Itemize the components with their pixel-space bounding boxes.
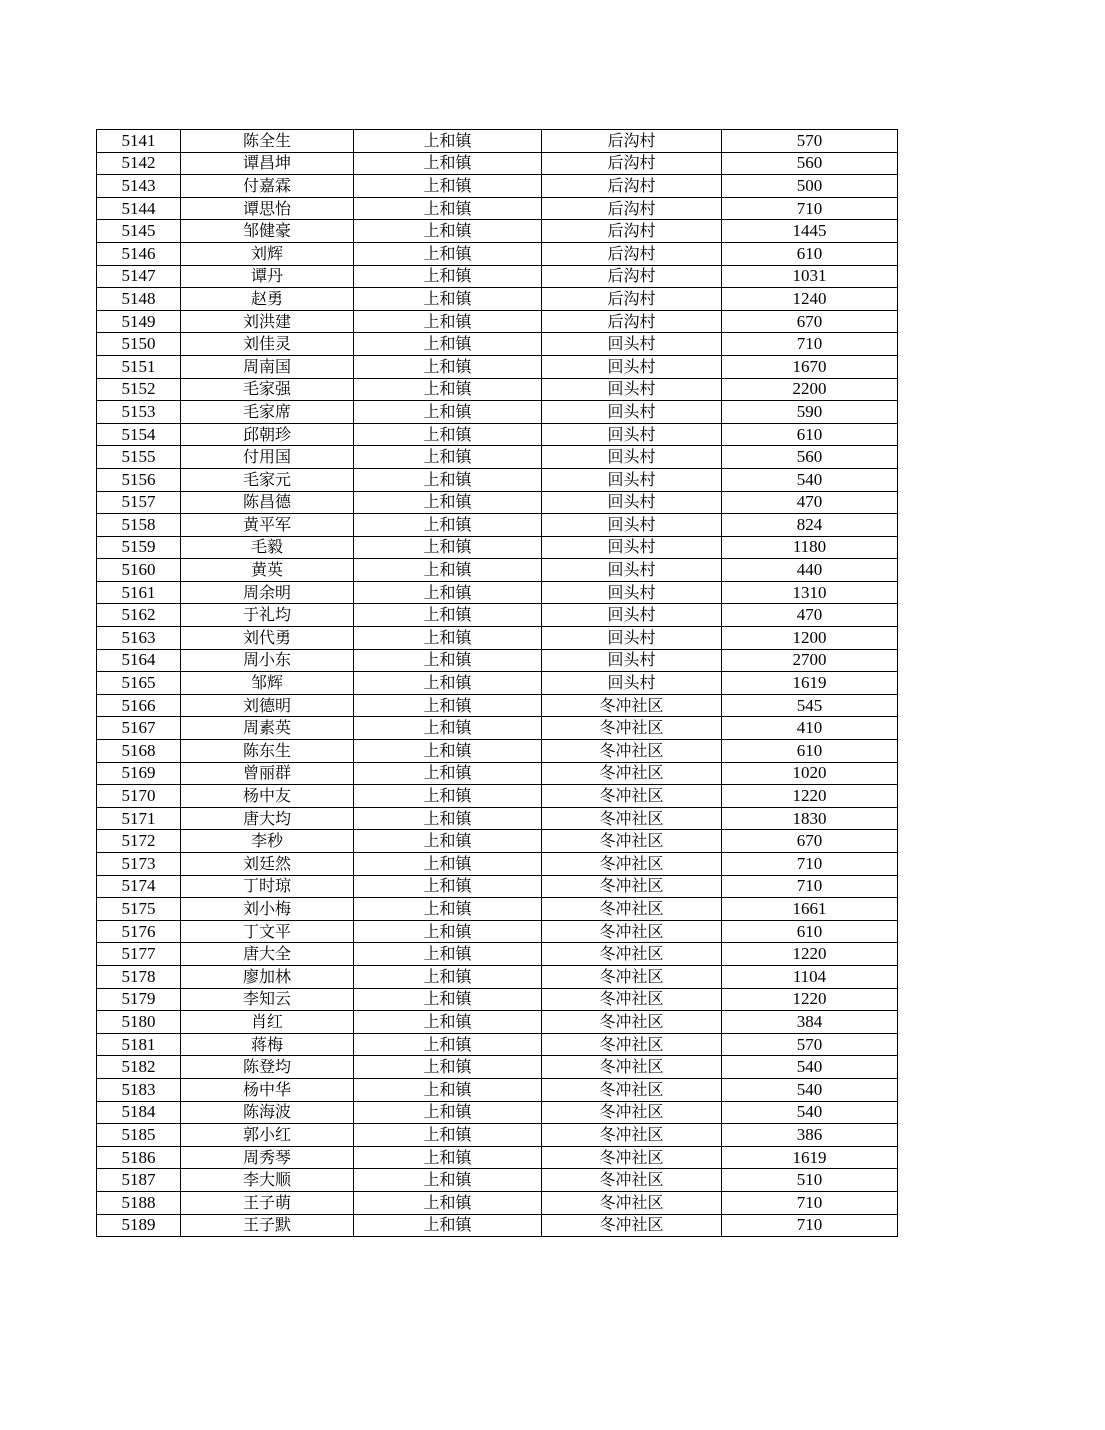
amount-cell: 1180 (722, 536, 898, 559)
town-cell: 上和镇 (354, 130, 542, 153)
table-row (97, 830, 898, 853)
village-cell: 后沟村 (542, 310, 722, 333)
town-cell: 上和镇 (354, 401, 542, 424)
village-cell: 回头村 (542, 468, 722, 491)
serial-number-cell: 5157 (97, 491, 181, 514)
village-cell: 后沟村 (542, 265, 722, 288)
table-row (97, 220, 898, 243)
town-cell: 上和镇 (354, 1169, 542, 1192)
town-cell: 上和镇 (354, 943, 542, 966)
amount-cell: 590 (722, 401, 898, 424)
town-cell: 上和镇 (354, 491, 542, 514)
amount-cell: 1619 (722, 672, 898, 695)
table-row (97, 649, 898, 672)
table-row (97, 310, 898, 333)
village-cell: 后沟村 (542, 152, 722, 175)
name-cell: 杨中华 (181, 1078, 354, 1101)
serial-number-cell: 5145 (97, 220, 181, 243)
name-cell: 黄平军 (181, 514, 354, 537)
name-cell: 廖加林 (181, 965, 354, 988)
town-cell: 上和镇 (354, 1124, 542, 1147)
town-cell: 上和镇 (354, 898, 542, 921)
serial-number-cell: 5155 (97, 446, 181, 469)
amount-cell: 570 (722, 1033, 898, 1056)
table-row (97, 175, 898, 198)
serial-number-cell: 5170 (97, 785, 181, 808)
town-cell: 上和镇 (354, 536, 542, 559)
amount-cell: 470 (722, 604, 898, 627)
village-cell: 冬冲社区 (542, 785, 722, 808)
name-cell: 陈登均 (181, 1056, 354, 1079)
amount-cell: 1220 (722, 988, 898, 1011)
table-row (97, 694, 898, 717)
name-cell: 陈海波 (181, 1101, 354, 1124)
amount-cell: 2200 (722, 378, 898, 401)
amount-cell: 710 (722, 875, 898, 898)
name-cell: 王子萌 (181, 1191, 354, 1214)
village-cell: 后沟村 (542, 130, 722, 153)
name-cell: 刘代勇 (181, 627, 354, 650)
serial-number-cell: 5158 (97, 514, 181, 537)
table-row (97, 604, 898, 627)
table-row (97, 130, 898, 153)
serial-number-cell: 5185 (97, 1124, 181, 1147)
name-cell: 黄英 (181, 559, 354, 582)
table-row (97, 265, 898, 288)
table-row (97, 1191, 898, 1214)
table-row (97, 1056, 898, 1079)
village-cell: 冬冲社区 (542, 807, 722, 830)
name-cell: 周南国 (181, 355, 354, 378)
table-row (97, 491, 898, 514)
serial-number-cell: 5174 (97, 875, 181, 898)
amount-cell: 710 (722, 853, 898, 876)
town-cell: 上和镇 (354, 446, 542, 469)
town-cell: 上和镇 (354, 559, 542, 582)
town-cell: 上和镇 (354, 220, 542, 243)
table-row (97, 378, 898, 401)
town-cell: 上和镇 (354, 1078, 542, 1101)
name-cell: 李大顺 (181, 1169, 354, 1192)
town-cell: 上和镇 (354, 1191, 542, 1214)
town-cell: 上和镇 (354, 875, 542, 898)
village-cell: 冬冲社区 (542, 1146, 722, 1169)
amount-cell: 1220 (722, 943, 898, 966)
table-row (97, 242, 898, 265)
town-cell: 上和镇 (354, 265, 542, 288)
serial-number-cell: 5142 (97, 152, 181, 175)
town-cell: 上和镇 (354, 627, 542, 650)
amount-cell: 710 (722, 197, 898, 220)
amount-cell: 610 (722, 920, 898, 943)
table-row (97, 333, 898, 356)
name-cell: 刘洪建 (181, 310, 354, 333)
name-cell: 毛家席 (181, 401, 354, 424)
amount-cell: 384 (722, 1011, 898, 1034)
serial-number-cell: 5146 (97, 242, 181, 265)
name-cell: 邱朝珍 (181, 423, 354, 446)
town-cell: 上和镇 (354, 694, 542, 717)
table-row (97, 853, 898, 876)
amount-cell: 610 (722, 423, 898, 446)
name-cell: 谭思怡 (181, 197, 354, 220)
table-row (97, 152, 898, 175)
name-cell: 邹辉 (181, 672, 354, 695)
amount-cell: 560 (722, 152, 898, 175)
amount-cell: 670 (722, 310, 898, 333)
roster-table (96, 129, 898, 1237)
village-cell: 冬冲社区 (542, 1056, 722, 1079)
amount-cell: 610 (722, 242, 898, 265)
serial-number-cell: 5152 (97, 378, 181, 401)
village-cell: 冬冲社区 (542, 1191, 722, 1214)
serial-number-cell: 5181 (97, 1033, 181, 1056)
amount-cell: 545 (722, 694, 898, 717)
village-cell: 冬冲社区 (542, 1078, 722, 1101)
amount-cell: 610 (722, 740, 898, 763)
table-row (97, 355, 898, 378)
town-cell: 上和镇 (354, 672, 542, 695)
town-cell: 上和镇 (354, 1011, 542, 1034)
table-row (97, 288, 898, 311)
town-cell: 上和镇 (354, 988, 542, 1011)
name-cell: 陈东生 (181, 740, 354, 763)
name-cell: 蒋梅 (181, 1033, 354, 1056)
serial-number-cell: 5148 (97, 288, 181, 311)
table-row (97, 627, 898, 650)
village-cell: 冬冲社区 (542, 830, 722, 853)
serial-number-cell: 5178 (97, 965, 181, 988)
name-cell: 王子默 (181, 1214, 354, 1237)
table-row (97, 423, 898, 446)
amount-cell: 1619 (722, 1146, 898, 1169)
amount-cell: 570 (722, 130, 898, 153)
amount-cell: 670 (722, 830, 898, 853)
serial-number-cell: 5171 (97, 807, 181, 830)
serial-number-cell: 5176 (97, 920, 181, 943)
village-cell: 回头村 (542, 378, 722, 401)
village-cell: 冬冲社区 (542, 1169, 722, 1192)
amount-cell: 1661 (722, 898, 898, 921)
town-cell: 上和镇 (354, 423, 542, 446)
serial-number-cell: 5159 (97, 536, 181, 559)
serial-number-cell: 5165 (97, 672, 181, 695)
serial-number-cell: 5143 (97, 175, 181, 198)
serial-number-cell: 5182 (97, 1056, 181, 1079)
amount-cell: 470 (722, 491, 898, 514)
name-cell: 毛毅 (181, 536, 354, 559)
town-cell: 上和镇 (354, 1101, 542, 1124)
amount-cell: 2700 (722, 649, 898, 672)
amount-cell: 410 (722, 717, 898, 740)
village-cell: 后沟村 (542, 288, 722, 311)
table-row (97, 1214, 898, 1237)
village-cell: 冬冲社区 (542, 762, 722, 785)
amount-cell: 1104 (722, 965, 898, 988)
name-cell: 郭小红 (181, 1124, 354, 1147)
village-cell: 回头村 (542, 401, 722, 424)
table-row (97, 536, 898, 559)
serial-number-cell: 5184 (97, 1101, 181, 1124)
town-cell: 上和镇 (354, 604, 542, 627)
village-cell: 冬冲社区 (542, 1124, 722, 1147)
name-cell: 毛家元 (181, 468, 354, 491)
name-cell: 陈昌德 (181, 491, 354, 514)
village-cell: 冬冲社区 (542, 875, 722, 898)
name-cell: 唐大均 (181, 807, 354, 830)
village-cell: 冬冲社区 (542, 943, 722, 966)
serial-number-cell: 5162 (97, 604, 181, 627)
amount-cell: 560 (722, 446, 898, 469)
town-cell: 上和镇 (354, 785, 542, 808)
serial-number-cell: 5177 (97, 943, 181, 966)
serial-number-cell: 5188 (97, 1191, 181, 1214)
amount-cell: 540 (722, 1056, 898, 1079)
serial-number-cell: 5154 (97, 423, 181, 446)
name-cell: 陈全生 (181, 130, 354, 153)
serial-number-cell: 5172 (97, 830, 181, 853)
table-row (97, 468, 898, 491)
name-cell: 周余明 (181, 581, 354, 604)
serial-number-cell: 5160 (97, 559, 181, 582)
village-cell: 回头村 (542, 581, 722, 604)
table-row (97, 807, 898, 830)
amount-cell: 500 (722, 175, 898, 198)
town-cell: 上和镇 (354, 853, 542, 876)
table-row (97, 1169, 898, 1192)
serial-number-cell: 5186 (97, 1146, 181, 1169)
village-cell: 冬冲社区 (542, 717, 722, 740)
name-cell: 周小东 (181, 649, 354, 672)
table-row (97, 740, 898, 763)
town-cell: 上和镇 (354, 581, 542, 604)
amount-cell: 386 (722, 1124, 898, 1147)
serial-number-cell: 5153 (97, 401, 181, 424)
table-row (97, 920, 898, 943)
name-cell: 李知云 (181, 988, 354, 1011)
table-row (97, 943, 898, 966)
town-cell: 上和镇 (354, 965, 542, 988)
name-cell: 刘德明 (181, 694, 354, 717)
serial-number-cell: 5161 (97, 581, 181, 604)
serial-number-cell: 5180 (97, 1011, 181, 1034)
amount-cell: 510 (722, 1169, 898, 1192)
amount-cell: 540 (722, 1078, 898, 1101)
serial-number-cell: 5141 (97, 130, 181, 153)
amount-cell: 710 (722, 333, 898, 356)
town-cell: 上和镇 (354, 762, 542, 785)
town-cell: 上和镇 (354, 1146, 542, 1169)
amount-cell: 1200 (722, 627, 898, 650)
village-cell: 冬冲社区 (542, 1101, 722, 1124)
village-cell: 回头村 (542, 672, 722, 695)
name-cell: 于礼均 (181, 604, 354, 627)
village-cell: 冬冲社区 (542, 1011, 722, 1034)
table-row (97, 965, 898, 988)
village-cell: 后沟村 (542, 175, 722, 198)
town-cell: 上和镇 (354, 920, 542, 943)
name-cell: 周素英 (181, 717, 354, 740)
name-cell: 刘廷然 (181, 853, 354, 876)
name-cell: 邹健豪 (181, 220, 354, 243)
village-cell: 冬冲社区 (542, 920, 722, 943)
name-cell: 毛家强 (181, 378, 354, 401)
name-cell: 谭昌坤 (181, 152, 354, 175)
village-cell: 回头村 (542, 627, 722, 650)
table-row (97, 1011, 898, 1034)
serial-number-cell: 5151 (97, 355, 181, 378)
village-cell: 回头村 (542, 514, 722, 537)
town-cell: 上和镇 (354, 175, 542, 198)
village-cell: 后沟村 (542, 197, 722, 220)
village-cell: 冬冲社区 (542, 694, 722, 717)
village-cell: 回头村 (542, 536, 722, 559)
table-row (97, 197, 898, 220)
town-cell: 上和镇 (354, 310, 542, 333)
table-row (97, 1146, 898, 1169)
village-cell: 冬冲社区 (542, 898, 722, 921)
name-cell: 刘佳灵 (181, 333, 354, 356)
name-cell: 刘辉 (181, 242, 354, 265)
village-cell: 冬冲社区 (542, 853, 722, 876)
name-cell: 杨中友 (181, 785, 354, 808)
serial-number-cell: 5150 (97, 333, 181, 356)
village-cell: 冬冲社区 (542, 1033, 722, 1056)
village-cell: 冬冲社区 (542, 740, 722, 763)
town-cell: 上和镇 (354, 468, 542, 491)
serial-number-cell: 5149 (97, 310, 181, 333)
town-cell: 上和镇 (354, 378, 542, 401)
table-row (97, 581, 898, 604)
table-row (97, 898, 898, 921)
name-cell: 肖红 (181, 1011, 354, 1034)
serial-number-cell: 5164 (97, 649, 181, 672)
name-cell: 付嘉霖 (181, 175, 354, 198)
town-cell: 上和镇 (354, 830, 542, 853)
serial-number-cell: 5187 (97, 1169, 181, 1192)
village-cell: 后沟村 (542, 242, 722, 265)
table-row (97, 1033, 898, 1056)
town-cell: 上和镇 (354, 717, 542, 740)
amount-cell: 540 (722, 468, 898, 491)
serial-number-cell: 5183 (97, 1078, 181, 1101)
name-cell: 唐大全 (181, 943, 354, 966)
table-row (97, 875, 898, 898)
roster-table-body (97, 130, 898, 1237)
amount-cell: 1445 (722, 220, 898, 243)
table-row (97, 988, 898, 1011)
serial-number-cell: 5173 (97, 853, 181, 876)
amount-cell: 440 (722, 559, 898, 582)
serial-number-cell: 5168 (97, 740, 181, 763)
town-cell: 上和镇 (354, 649, 542, 672)
amount-cell: 824 (722, 514, 898, 537)
town-cell: 上和镇 (354, 807, 542, 830)
town-cell: 上和镇 (354, 355, 542, 378)
name-cell: 周秀琴 (181, 1146, 354, 1169)
village-cell: 后沟村 (542, 220, 722, 243)
town-cell: 上和镇 (354, 740, 542, 763)
town-cell: 上和镇 (354, 1056, 542, 1079)
serial-number-cell: 5166 (97, 694, 181, 717)
amount-cell: 1220 (722, 785, 898, 808)
village-cell: 回头村 (542, 446, 722, 469)
table-row (97, 672, 898, 695)
town-cell: 上和镇 (354, 1214, 542, 1237)
town-cell: 上和镇 (354, 242, 542, 265)
amount-cell: 1830 (722, 807, 898, 830)
serial-number-cell: 5163 (97, 627, 181, 650)
village-cell: 回头村 (542, 649, 722, 672)
table-row (97, 559, 898, 582)
town-cell: 上和镇 (354, 333, 542, 356)
serial-number-cell: 5169 (97, 762, 181, 785)
serial-number-cell: 5167 (97, 717, 181, 740)
name-cell: 付用国 (181, 446, 354, 469)
town-cell: 上和镇 (354, 288, 542, 311)
serial-number-cell: 5175 (97, 898, 181, 921)
village-cell: 冬冲社区 (542, 988, 722, 1011)
amount-cell: 540 (722, 1101, 898, 1124)
village-cell: 回头村 (542, 423, 722, 446)
village-cell: 回头村 (542, 491, 722, 514)
town-cell: 上和镇 (354, 514, 542, 537)
table-row (97, 785, 898, 808)
amount-cell: 1031 (722, 265, 898, 288)
village-cell: 回头村 (542, 604, 722, 627)
table-row (97, 717, 898, 740)
name-cell: 刘小梅 (181, 898, 354, 921)
name-cell: 谭丹 (181, 265, 354, 288)
table-row (97, 514, 898, 537)
amount-cell: 1240 (722, 288, 898, 311)
amount-cell: 1020 (722, 762, 898, 785)
serial-number-cell: 5189 (97, 1214, 181, 1237)
name-cell: 赵勇 (181, 288, 354, 311)
village-cell: 回头村 (542, 355, 722, 378)
name-cell: 曾丽群 (181, 762, 354, 785)
name-cell: 李秒 (181, 830, 354, 853)
town-cell: 上和镇 (354, 152, 542, 175)
table-row (97, 401, 898, 424)
village-cell: 回头村 (542, 559, 722, 582)
amount-cell: 1670 (722, 355, 898, 378)
table-row (97, 1124, 898, 1147)
table-row (97, 762, 898, 785)
serial-number-cell: 5156 (97, 468, 181, 491)
town-cell: 上和镇 (354, 197, 542, 220)
town-cell: 上和镇 (354, 1033, 542, 1056)
village-cell: 回头村 (542, 333, 722, 356)
table-row (97, 1078, 898, 1101)
serial-number-cell: 5147 (97, 265, 181, 288)
table-row (97, 1101, 898, 1124)
amount-cell: 710 (722, 1191, 898, 1214)
village-cell: 冬冲社区 (542, 1214, 722, 1237)
table-row (97, 446, 898, 469)
name-cell: 丁时琼 (181, 875, 354, 898)
serial-number-cell: 5179 (97, 988, 181, 1011)
name-cell: 丁文平 (181, 920, 354, 943)
serial-number-cell: 5144 (97, 197, 181, 220)
amount-cell: 710 (722, 1214, 898, 1237)
amount-cell: 1310 (722, 581, 898, 604)
village-cell: 冬冲社区 (542, 965, 722, 988)
